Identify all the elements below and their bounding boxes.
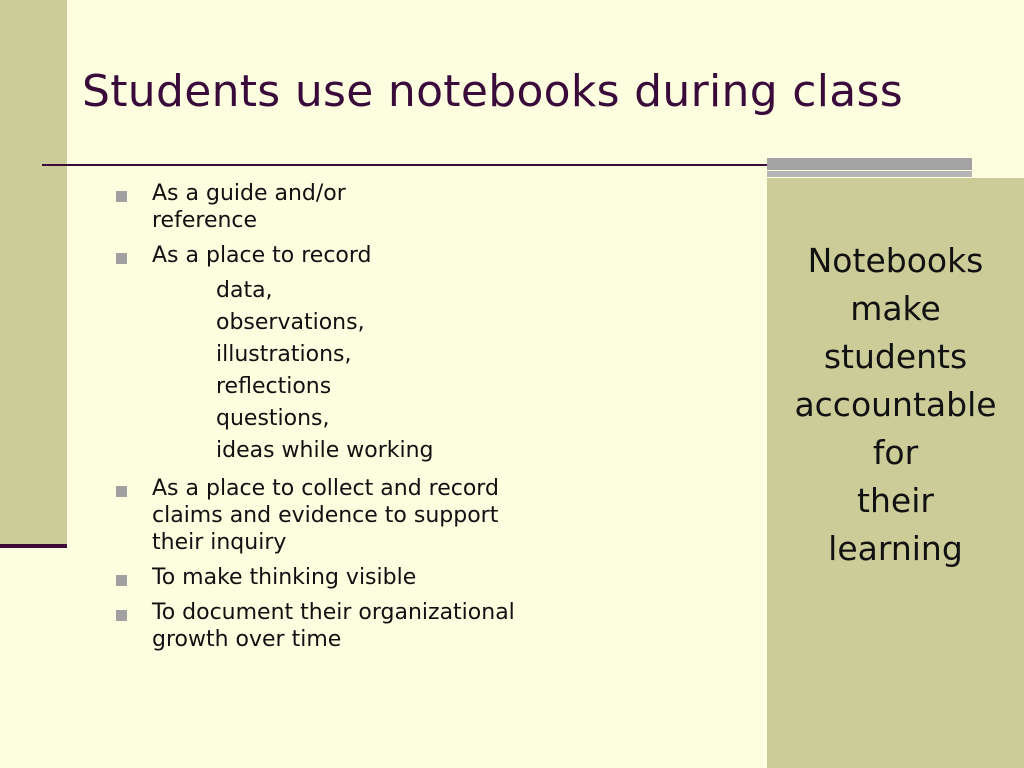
callout-line: Notebooks [807,241,984,280]
sub-list-item: questions, [216,406,330,431]
callout-line: make [850,289,941,328]
callout-line: their [857,481,934,520]
square-bullet-icon [116,486,127,497]
accent-bar-secondary [767,171,972,177]
sub-list-item: data, [216,278,273,303]
bullet-list [113,180,533,661]
left-decorative-band [0,0,67,544]
bullet-item [113,599,532,653]
callout-line: students [823,337,968,376]
callout-line: for [872,433,919,472]
bullet-text: To make thinking visible [152,565,417,590]
sub-list-item: illustrations, [216,342,352,367]
sub-list [152,275,533,467]
bullet-item [113,564,533,591]
accent-bar [767,158,972,170]
bullet-item [113,475,532,556]
square-bullet-icon [116,253,127,264]
square-bullet-icon [116,191,127,202]
bullet-item [113,242,533,467]
square-bullet-icon [116,575,127,586]
slide-title: Students use notebooks during class [82,66,903,117]
sub-list-item: ideas while working [216,438,434,463]
sub-list-item: reflections [216,374,332,399]
callout-line: learning [828,529,963,568]
sub-list-item: observations, [216,310,365,335]
bullet-text: As a guide and/or reference [152,181,346,233]
bullet-text: To document their organizational growth over time [152,600,515,652]
bullet-text: As a place to record [152,243,372,268]
bullet-text: As a place to collect and record claims and evidence to support their inquiry [152,476,499,555]
square-bullet-icon [116,610,127,621]
callout-text [767,237,1024,573]
left-band-underline [0,544,67,548]
bullet-item [113,180,452,234]
callout-line: accountable [794,385,997,424]
